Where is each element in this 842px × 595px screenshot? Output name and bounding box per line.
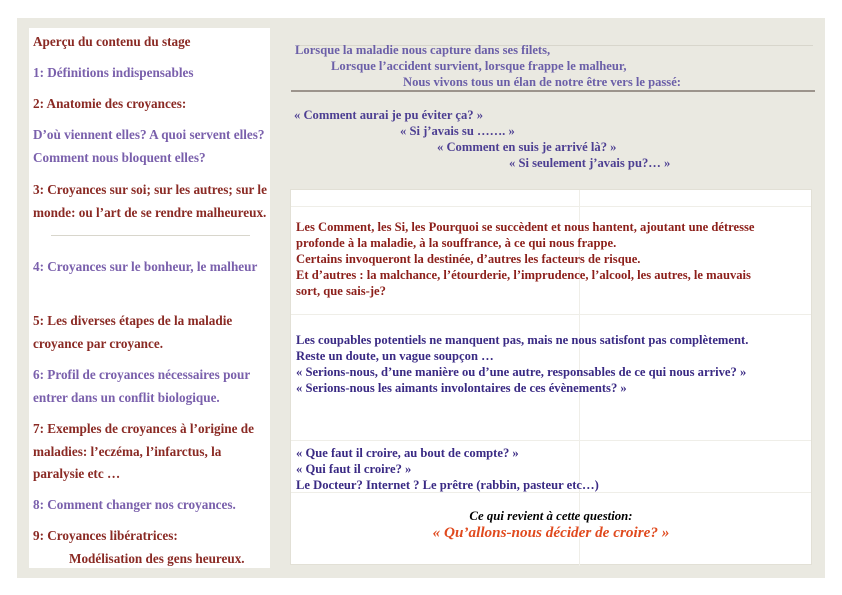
paragraph-1-line-4: Et d’autres : la malchance, l’étourderie, l’imprudence, l’alcool, les autres, le mauvais (296, 268, 751, 282)
poem-divider (291, 90, 815, 92)
poem-line-3: Nous vivons tous un élan de notre être vers le passé: (403, 75, 681, 89)
overview-item-8: 8: Comment changer nos croyances. (33, 497, 236, 512)
stage-overview-sidebar (29, 28, 270, 568)
paragraph-3-line-3: Le Docteur? Internet ? Le prêtre (rabbin, pasteur etc…) (296, 478, 599, 492)
overview-item-7: 7: Exemples de croyances à l’origine de maladies: l’eczéma, l’infarctus, la paralysie etc … (33, 421, 254, 481)
overview-item-9-detail: Modélisation des gens heureux. (69, 551, 245, 566)
overview-item-2-detail: D’où viennent elles? A quoi servent elles? Comment nous bloquent elles? (33, 127, 265, 165)
paragraph-2-line-4: « Serions-nous les aimants involontaires de ces évènements? » (296, 381, 627, 395)
closing-intro: Ce qui revient à cette question: (469, 509, 633, 523)
poem-line-1: Lorsque la maladie nous capture dans ses filets, (295, 43, 551, 57)
paragraph-1-line-2: profonde à la maladie, à la souffrance, à ce qui nous frappe. (296, 236, 617, 250)
intro-quotes (287, 28, 815, 178)
main-text-box (290, 189, 812, 565)
paragraph-3-line-2: « Qui faut il croire? » (296, 462, 412, 476)
question-1: « Comment aurai je pu éviter ça? » (294, 108, 483, 122)
poem-line-2: Lorsque l’accident survient, lorsque frappe le malheur, (331, 59, 627, 73)
overview-item-1: 1: Définitions indispensables (33, 65, 194, 80)
overview-item-6: 6: Profil de croyances nécessaires pour entrer dans un conflit biologique. (33, 367, 250, 405)
paragraph-1-line-3: Certains invoqueront la destinée, d’autres les facteurs de risque. (296, 252, 641, 266)
paragraph-1-line-5: sort, que sais-je? (296, 284, 386, 298)
paragraph-3-line-1: « Que faut il croire, au bout de compte? » (296, 446, 519, 460)
overview-item-5: 5: Les diverses étapes de la maladie croyance par croyance. (33, 313, 233, 351)
question-2: « Si j’avais su ……. » (400, 124, 515, 138)
question-4: « Si seulement j’avais pu?… » (509, 156, 671, 170)
question-3: « Comment en suis je arrivé là? » (437, 140, 617, 154)
paragraph-3 (296, 445, 811, 493)
paragraph-2-line-3: « Serions-nous, d’une manière ou d’une autre, responsables de ce qui nous arrive? » (296, 365, 747, 379)
paragraph-1 (296, 219, 811, 299)
paragraph-2-line-2: Reste un doute, un vague soupçon … (296, 349, 494, 363)
closing-block (291, 509, 811, 542)
overview-item-3: 3: Croyances sur soi; sur les autres; sur le monde: ou l’art de se rendre malheureux. (33, 182, 267, 220)
paragraph-2 (296, 332, 811, 396)
grid-line-3 (291, 440, 811, 441)
overview-title: Aperçu du contenu du stage (33, 34, 191, 49)
grid-line-1 (291, 206, 811, 207)
closing-question: « Qu’allons-nous décider de croire? » (432, 524, 670, 541)
sidebar-divider (51, 235, 250, 236)
grid-line-2 (291, 314, 811, 315)
paragraph-2-line-1: Les coupables potentiels ne manquent pas, mais ne nous satisfont pas complètement. (296, 333, 749, 347)
overview-item-2: 2: Anatomie des croyances: (33, 96, 187, 111)
overview-item-4: 4: Croyances sur le bonheur, le malheur (33, 259, 258, 274)
overview-item-9: 9: Croyances libératrices: (33, 528, 178, 543)
paragraph-1-line-1: Les Comment, les Si, les Pourquoi se succèdent et nous hantent, ajoutant une détresse (296, 220, 755, 234)
